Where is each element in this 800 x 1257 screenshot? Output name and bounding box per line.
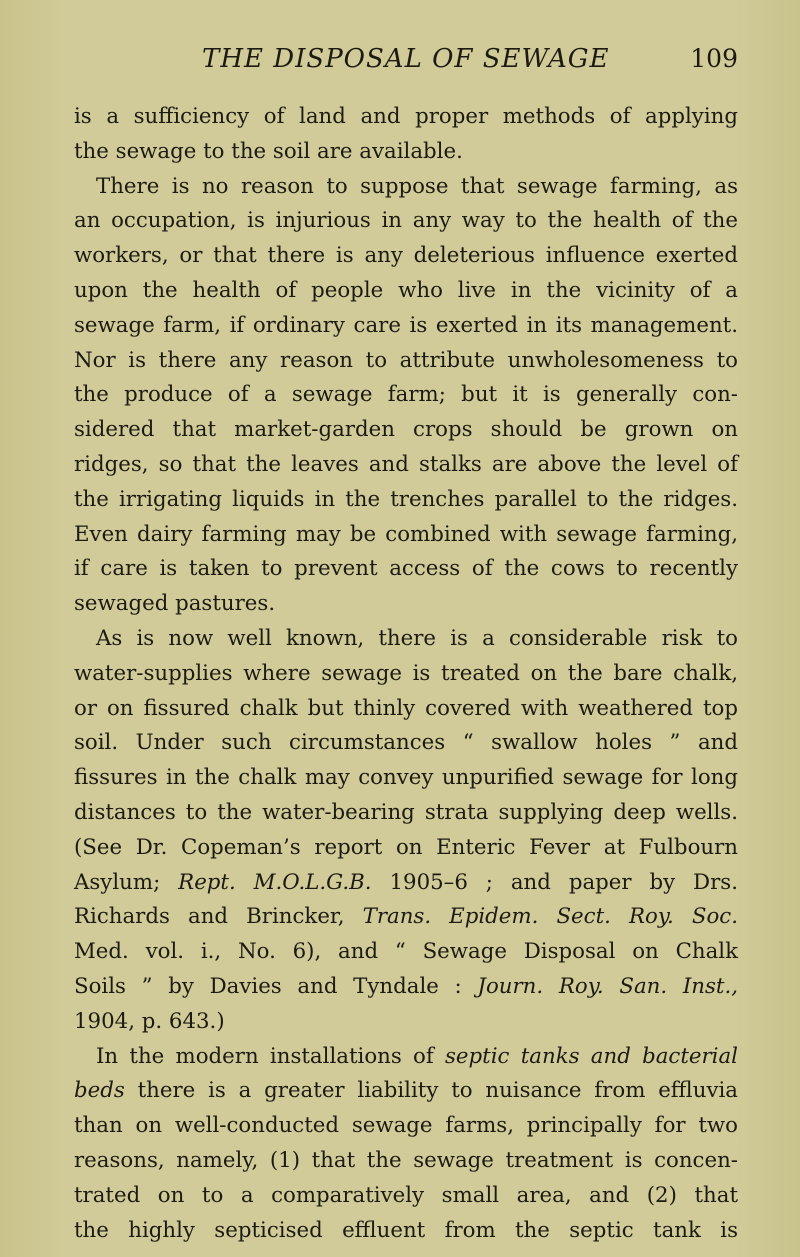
journal-citation: Trans. Epidem. Sect. Roy. Soc.: [362, 904, 738, 930]
text-line: (See Dr. Copeman’s report on Enteric Fever at Fulbourn: [74, 834, 738, 860]
text-fragment: 1905–6 ; and paper by Drs.: [371, 869, 738, 895]
text-fragment: Asylum;: [74, 869, 179, 895]
emphasis-term: beds: [74, 1078, 125, 1104]
text-line: workers, or that there is any deleterious influence exerted: [74, 243, 738, 269]
text-line: [74, 1074, 738, 1109]
text-line: [74, 866, 738, 901]
text-line: [74, 900, 738, 935]
text-line: fissures in the chalk may convey unpurified sewage for long: [74, 765, 738, 791]
text-line: sewaged pastures.: [74, 591, 276, 617]
journal-citation: Rept. M.O.L.G.B.: [178, 869, 372, 895]
text-line: As is now well known, there is a considerable risk to: [96, 625, 738, 651]
text-fragment: there is a greater liability to nuisance from effluvia: [124, 1078, 738, 1104]
text-line: Med. vol. i., No. 6), and “ Sewage Disposal on Chalk: [74, 939, 738, 965]
page-number: 109: [690, 44, 738, 73]
journal-citation: Journ. Roy. San. Inst.,: [477, 973, 738, 999]
text-line: reasons, namely, (1) that the sewage treatment is concen-: [74, 1147, 738, 1173]
body-text: [74, 100, 738, 1248]
text-line: Nor is there any reason to attribute unwholesomeness to: [74, 347, 738, 373]
text-line: distances to the water-bearing strata supplying deep wells.: [74, 799, 738, 825]
text-line: than on well-conducted sewage farms, principally for two: [74, 1113, 738, 1139]
text-fragment: In the modern installations of: [96, 1043, 445, 1069]
text-line: the produce of a sewage farm; but it is generally con-: [74, 382, 738, 408]
text-line: [74, 970, 738, 1005]
text-line: sewage farm, if ordinary care is exerted in its management.: [74, 312, 738, 338]
text-line: if care is taken to prevent access of the cows to recently: [74, 556, 738, 582]
text-fragment: Soils ” by Davies and Tyndale :: [74, 973, 478, 999]
text-line: trated on to a comparatively small area, and (2) that: [74, 1182, 738, 1208]
text-line: Even dairy farming may be combined with sewage farming,: [74, 521, 738, 547]
text-line: the irrigating liquids in the trenches parallel to the ridges.: [74, 486, 738, 512]
text-fragment: Richards and Brincker,: [74, 904, 363, 930]
text-line: 1904, p. 643.): [74, 1008, 225, 1034]
text-line: the highly septicised effluent from the septic tank is: [74, 1217, 738, 1243]
text-line: or on fissured chalk but thinly covered with weathered top: [74, 695, 738, 721]
emphasis-term: septic tanks and bacterial: [445, 1043, 738, 1069]
text-line: water-supplies where sewage is treated on the bare chalk,: [74, 660, 738, 686]
text-line: There is no reason to suppose that sewage farming, as: [96, 173, 738, 199]
text-line: [74, 1040, 738, 1075]
text-line: ridges, so that the leaves and stalks are above the level of: [74, 451, 738, 477]
running-title: THE DISPOSAL OF SEWAGE: [202, 44, 610, 74]
text-line: upon the health of people who live in the vicinity of a: [74, 277, 738, 303]
text-line: an occupation, is injurious in any way to the health of the: [74, 208, 738, 234]
text-line: the sewage to the soil are available.: [74, 138, 463, 164]
text-line: soil. Under such circumstances “ swallow holes ” and: [74, 730, 738, 756]
running-head: [74, 44, 738, 80]
text-line: sidered that market-garden crops should be grown on: [74, 417, 738, 443]
text-line: is a sufficiency of land and proper methods of applying: [74, 104, 738, 129]
